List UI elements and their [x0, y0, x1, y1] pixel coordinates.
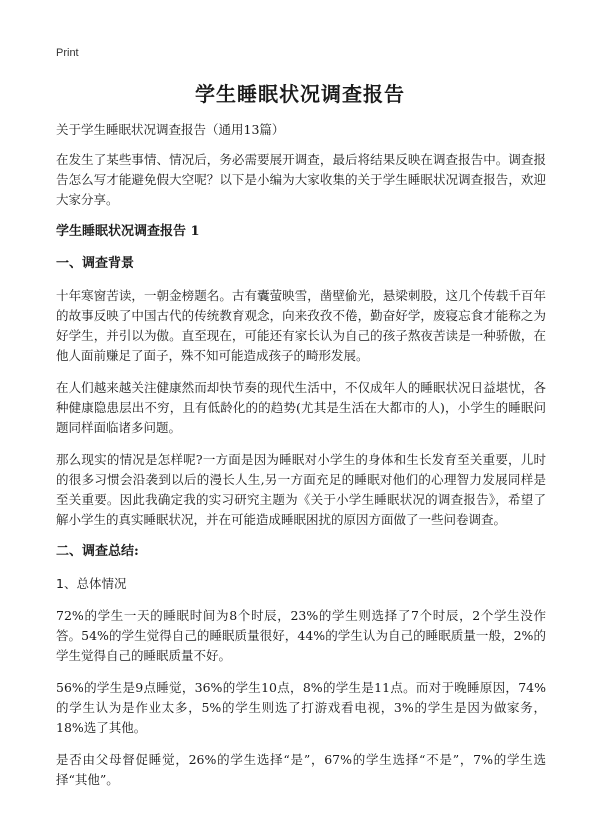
intro-paragraph: 在发生了某些事情、情况后，务必需要展开调查，最后将结果反映在调查报告中。调查报告怎么写才能避免假大空呢？以下是小编为大家收集的关于学生睡眠状况调查报告，欢迎大家分享。 [56, 152, 546, 207]
summary-paragraph: 56%的学生是9点睡觉，36%的学生10点，8%的学生是11点。而对于晚睡原因，74%的学生认为是作业太多，5%的学生则选了打游戏看电视，3%的学生是因为做家务，18%选了其他。 [56, 680, 546, 735]
report-heading: 学生睡眠状况调查报告 1 [56, 224, 200, 239]
background-paragraph: 那么现实的情况是怎样呢?一方面是因为睡眠对小学生的身体和生长发育至关重要，儿时的很多习惯会沿袭到以后的漫长人生,另一方面充足的睡眠对他们的心理智力发展同样是至关重要。因此我确定我的实习研究主题为《关于小学生睡眠状况的调查报告》，希望了解小学生的真实睡眠状况，并在可能造成睡眠困扰的原因方面做了一些问卷调查。 [56, 452, 546, 527]
section-heading-background: 一、调查背景 [56, 256, 135, 271]
document-title: 学生睡眠状况调查报告 [195, 82, 405, 106]
section-heading-summary: 二、调查总结: [56, 544, 139, 559]
print-link[interactable]: Print [56, 47, 79, 59]
background-paragraph: 在人们越来越关注健康然而却快节奏的现代生活中，不仅成年人的睡眠状况日益堪忧，各种健康隐患层出不穷，且有低龄化的的趋势(尤其是生活在大都市的人)，小学生的睡眠问题同样面临诸多问题。 [56, 380, 546, 435]
document-subtitle: 关于学生睡眠状况调查报告（通用13篇） [56, 122, 285, 137]
subsection-heading-overall: 1、总体情况 [56, 576, 127, 591]
document-body [56, 120, 546, 802]
background-paragraph: 十年寒窗苦读，一朝金榜题名。古有囊萤映雪，凿壁偷光，悬梁刺股，这几个传载千百年的故事反映了中国古代的传统教育观念，向来孜孜不倦，勤奋好学，废寝忘食才能称之为好学生，并引以为傲。直至现在，可能还有家长认为自己的孩子熬夜苦读是一种骄傲，在他人面前赚足了面子，殊不知可能造成孩子的畸形发展。 [56, 288, 546, 363]
summary-paragraph: 72%的学生一天的睡眠时间为8个时辰，23%的学生则选择了7个时辰，2个学生没作答。54%的学生觉得自己的睡眠质量很好，44%的学生认为自己的睡眠质量一般，2%的学生觉得自己的睡眠质量不好。 [56, 608, 546, 663]
summary-paragraph: 是否由父母督促睡觉，26%的学生选择“是”，67%的学生选择“不是”，7%的学生选择“其他”。 [56, 752, 546, 787]
